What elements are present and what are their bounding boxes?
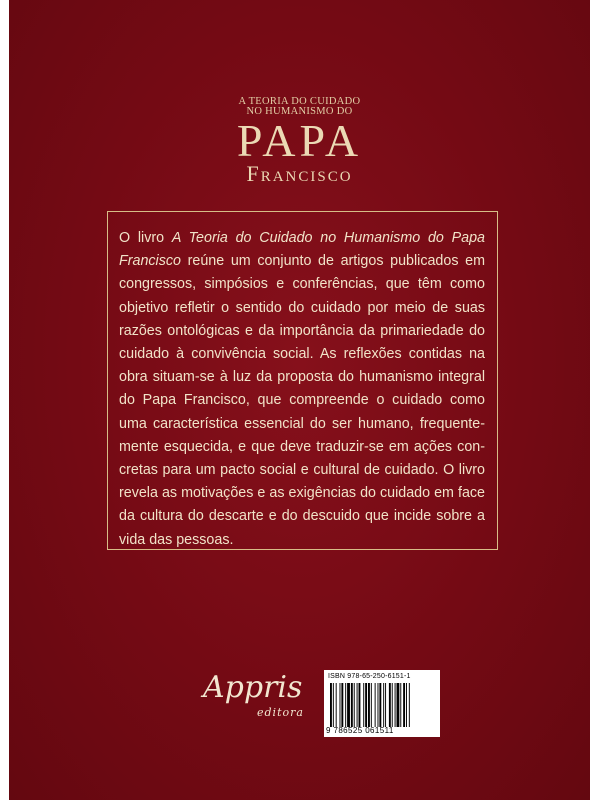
- barcode-bar: [333, 683, 334, 727]
- barcode-bar: [395, 683, 396, 727]
- isbn-label: ISBN 978-65-250-6151-1: [328, 673, 411, 680]
- barcode-bar: [359, 683, 361, 727]
- publisher-logo: [203, 670, 323, 732]
- subtitle-line-2: NO HUMANISMO DO: [246, 106, 353, 117]
- blurb-intro: O livro: [119, 230, 172, 246]
- barcode-bar: [385, 683, 386, 727]
- barcode-bar: [347, 683, 350, 727]
- barcode-bars: [330, 683, 434, 727]
- blurb-body: reúne um conjunto de artigos publicados em congressos, simpósios e conferências, que têm como objetivo refletir o sentido do cuidado por meio de suas razões ontológicas e da importância da primariedade do cuidado à convivência social. As reflexões contidas na obra situam-se à luz da proposta do humanismo integral do Papa Francisco, que compreende o cuidado como uma característica essencial do ser humano, frequentemente esquecida, e que deve traduzir-se em ações concretas para um pacto social e cultural de cuidado. O livro revela as motivações e as exigências do cuidado em face da cultura do descarte e do descuido que incide sobre a vida das pessoas.: [119, 253, 485, 548]
- barcode-bar: [409, 683, 410, 727]
- barcode-bar: [400, 683, 401, 727]
- book-subtitle: [9, 97, 590, 117]
- barcode-bar: [351, 683, 353, 727]
- barcode-bar: [341, 683, 343, 727]
- blurb-book-title: A Teoria do Cuidado no Humanismo do Papa Francisco: [119, 230, 486, 270]
- barcode-digits: 9 786525 061511: [326, 726, 394, 735]
- barcode-bar: [363, 683, 364, 727]
- barcode-bar: [340, 683, 341, 727]
- blurb-text: [119, 227, 485, 552]
- barcode-bar: [375, 683, 376, 727]
- title-papa: PAPA: [236, 115, 363, 166]
- barcode-bar: [354, 683, 355, 727]
- publisher-tagline: editora: [257, 706, 304, 719]
- barcode-bar: [403, 683, 405, 727]
- subtitle-line-1: A TEORIA DO CUIDADO: [238, 96, 361, 107]
- barcode-bar: [330, 683, 332, 727]
- back-cover: [9, 0, 590, 800]
- barcode-bar: [379, 683, 381, 727]
- barcode-bar: [397, 683, 400, 727]
- barcode-bar: [336, 683, 337, 727]
- barcode-bar: [371, 683, 372, 727]
- barcode-bar: [383, 683, 384, 727]
- barcode-bar: [357, 683, 358, 727]
- barcode-bar: [345, 683, 346, 727]
- barcode-bar: [392, 683, 393, 727]
- title-francisco: Francisco: [246, 161, 353, 186]
- barcode: [324, 670, 440, 737]
- barcode-bar: [365, 683, 367, 727]
- publisher-name: Appris: [203, 670, 303, 705]
- barcode-bar: [378, 683, 379, 727]
- barcode-bar: [406, 683, 407, 727]
- barcode-bar: [389, 683, 391, 727]
- barcode-bar: [368, 683, 370, 727]
